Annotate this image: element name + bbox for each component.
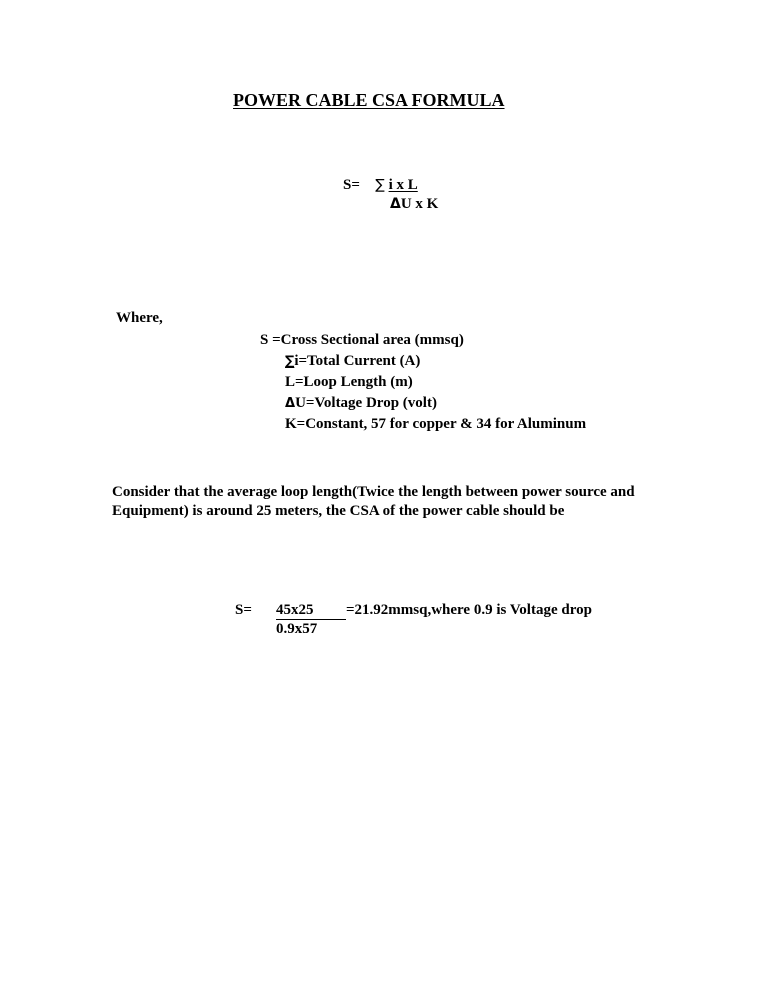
definition-text: L=Loop Length (m) bbox=[285, 374, 413, 390]
calculation-lhs: S= bbox=[235, 602, 252, 618]
formula-numerator bbox=[389, 177, 418, 193]
delta-icon: Δ bbox=[285, 396, 296, 411]
delta-icon: Δ bbox=[390, 196, 401, 212]
formula-lhs: S= bbox=[343, 177, 360, 193]
definition-text: U=Voltage Drop (volt) bbox=[295, 395, 437, 411]
definition-text: S =Cross Sectional area (mmsq) bbox=[260, 332, 464, 348]
calculation-result: =21.92mmsq,where 0.9 is Voltage drop bbox=[346, 602, 592, 618]
definition-delta-u bbox=[285, 394, 437, 413]
sigma-icon: ∑ bbox=[285, 354, 295, 369]
formula-numerator-text: i x L bbox=[388, 177, 418, 193]
definition-l bbox=[285, 373, 413, 392]
calculation-denominator: 0.9x57 bbox=[276, 621, 318, 637]
definition-s bbox=[260, 331, 464, 350]
formula bbox=[343, 177, 418, 194]
formula-denominator-text: U x K bbox=[400, 196, 439, 212]
page-title: POWER CABLE CSA FORMULA bbox=[233, 90, 505, 110]
sigma-icon: ∑ bbox=[375, 177, 385, 193]
definition-sum-i bbox=[285, 352, 420, 371]
definition-text: i=Total Current (A) bbox=[294, 353, 421, 369]
calculation-numerator: 45x25 bbox=[276, 602, 346, 620]
calculation bbox=[276, 601, 592, 620]
definition-text: K=Constant, 57 for copper & 34 for Aluminum bbox=[285, 416, 587, 432]
explanation-paragraph: Consider that the average loop length(Twice the length between power source and Equipment) is around 25 meters, the CSA of the power cable should be bbox=[112, 484, 635, 519]
definition-k bbox=[285, 415, 586, 434]
formula-denominator bbox=[390, 196, 438, 213]
where-label: Where, bbox=[116, 310, 163, 326]
